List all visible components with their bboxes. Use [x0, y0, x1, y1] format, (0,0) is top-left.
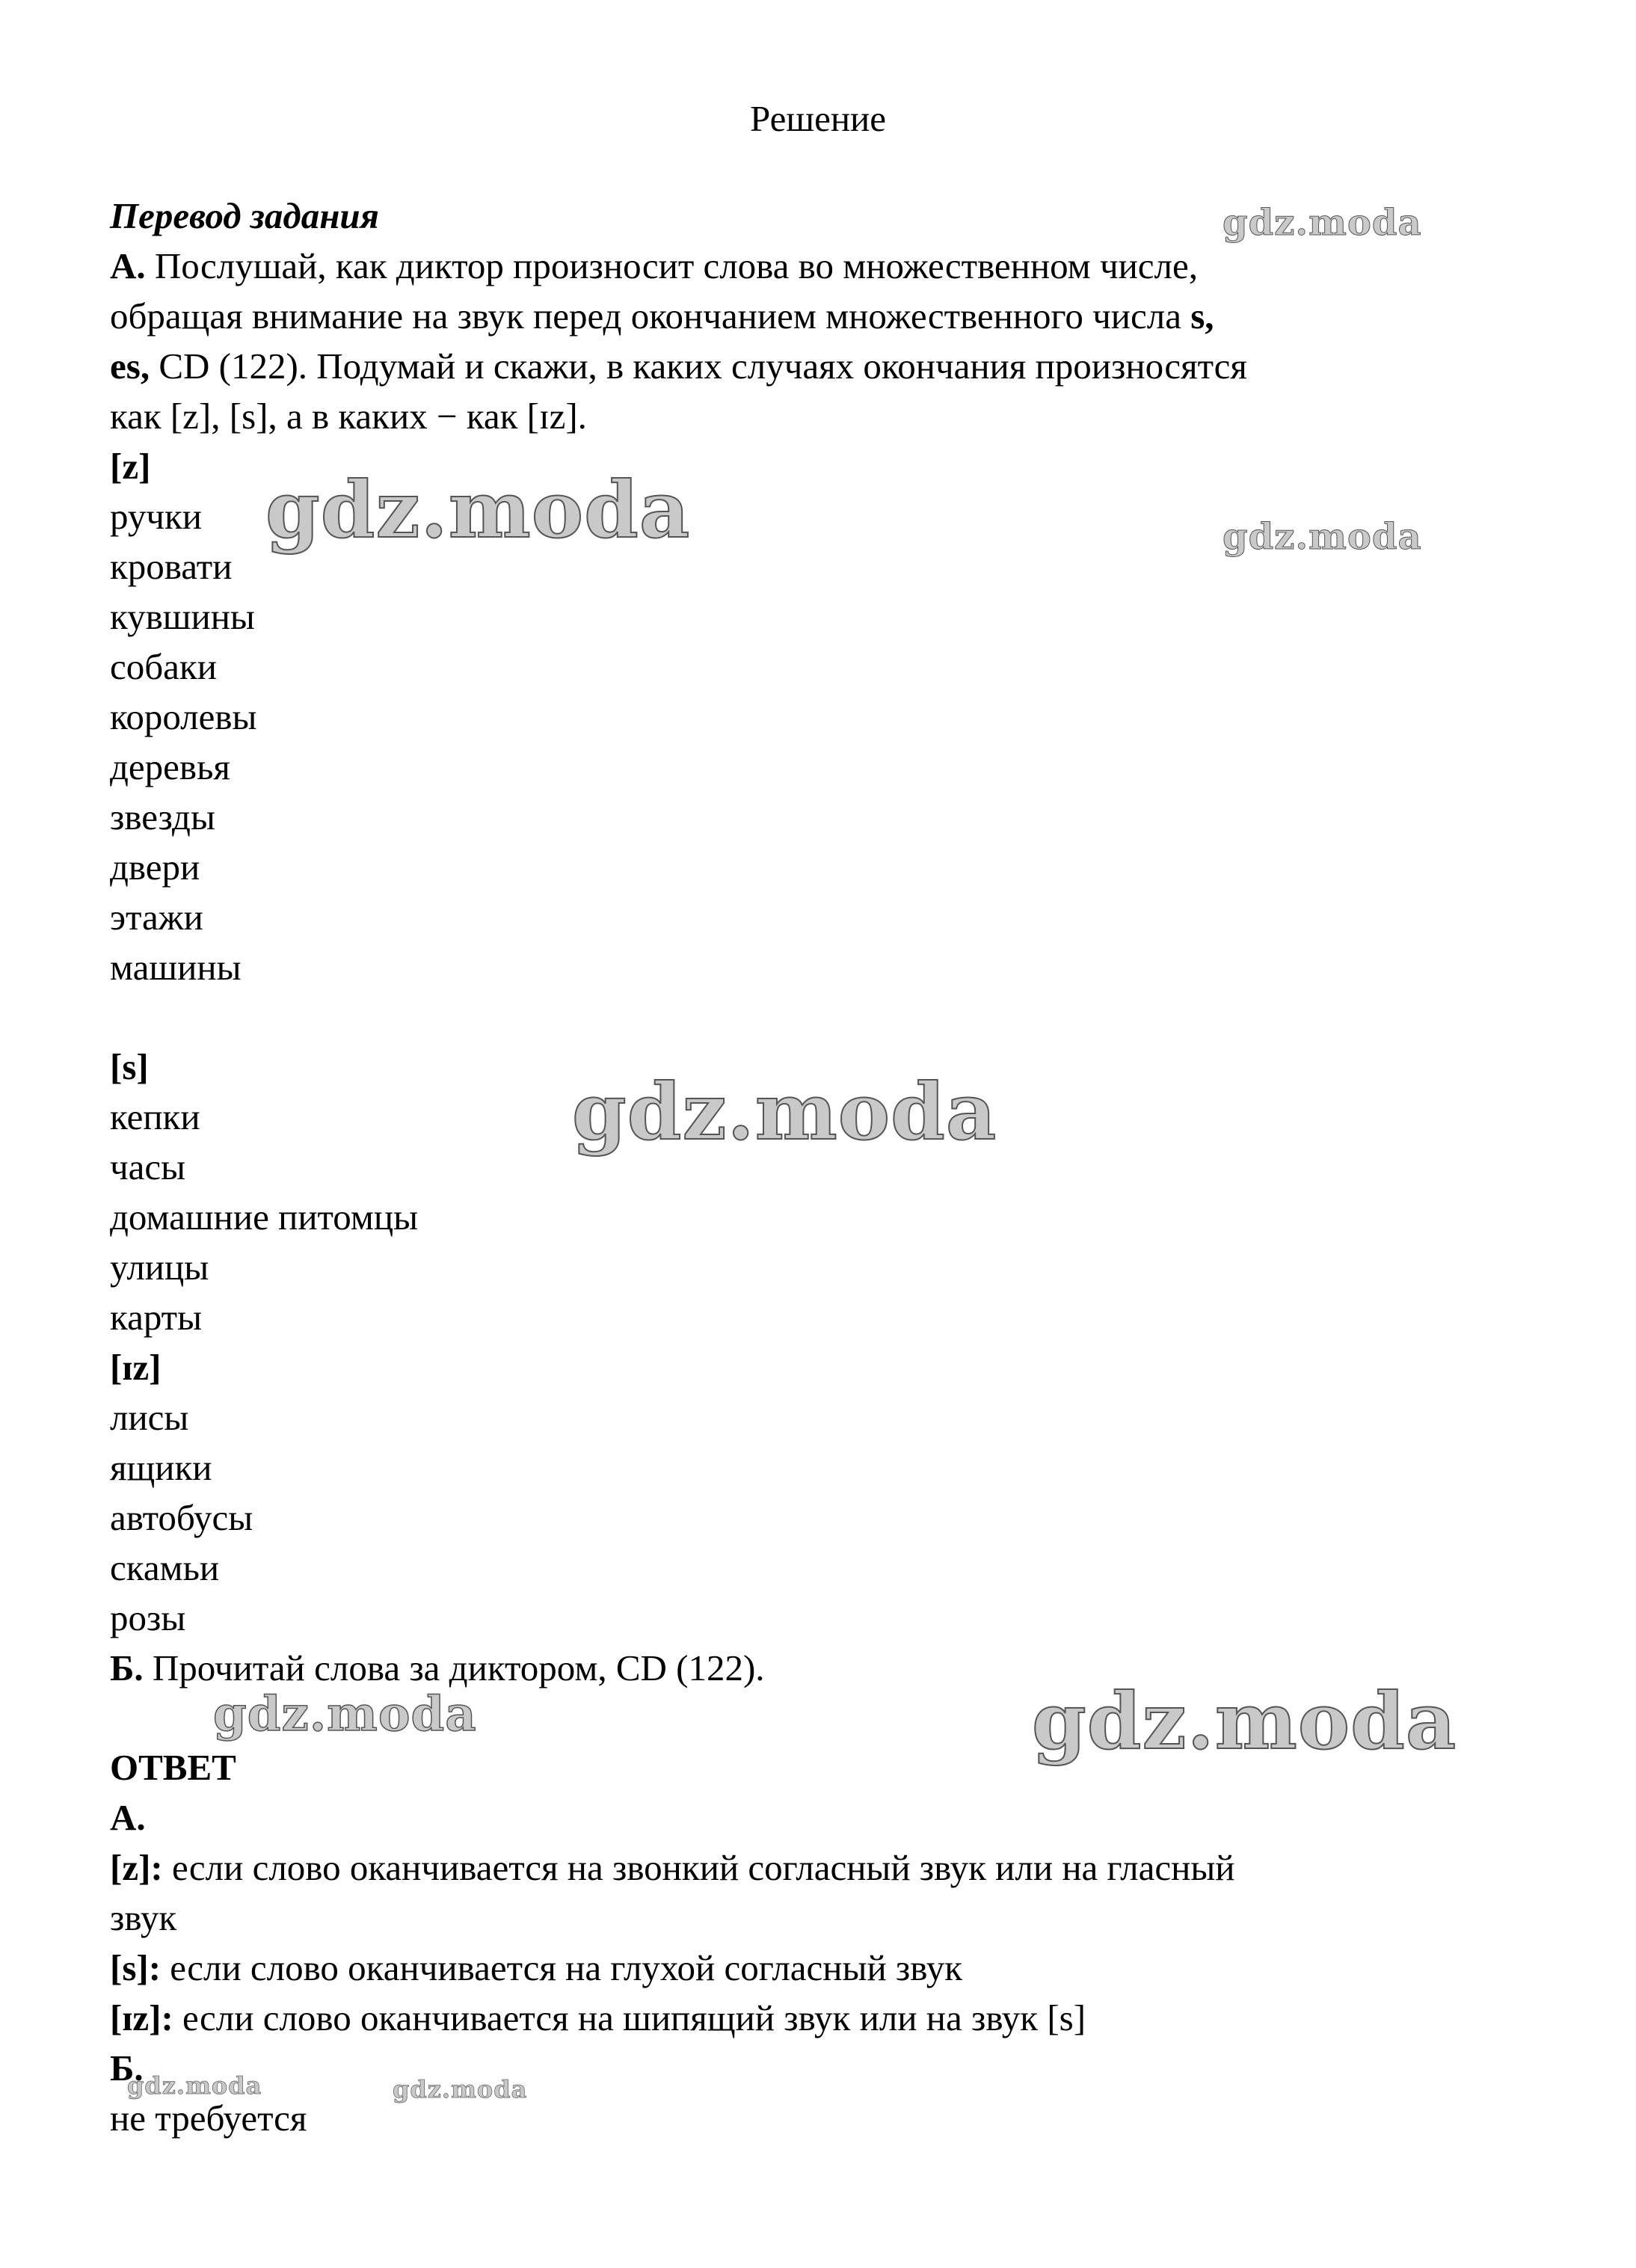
list-item: лисы	[110, 1397, 189, 1438]
list-item: розы	[110, 1597, 186, 1638]
list-item: звезды	[110, 796, 215, 838]
group-z-label: [z]	[110, 446, 151, 487]
list-item: карты	[110, 1297, 203, 1338]
list-item: машины	[110, 947, 242, 988]
translation-heading: Перевод задания	[110, 195, 379, 236]
list-item: кровати	[110, 546, 233, 587]
task-a-suffix-es: es,	[110, 345, 150, 387]
page-title: Решение	[749, 98, 887, 139]
task-b-label: Б.	[110, 1647, 144, 1688]
list-item: кепки	[110, 1096, 200, 1137]
list-item: улицы	[110, 1247, 209, 1288]
list-item: королевы	[110, 696, 257, 737]
list-item: ящики	[110, 1447, 212, 1488]
answer-iz-text: если слово оканчивается на шипящий звук или на звук [s]	[173, 1997, 1086, 2038]
task-a-label: А.	[110, 245, 146, 286]
answer-b-label: Б.	[110, 2047, 144, 2089]
task-a-line-4: как [z], [s], а в каких − как [ɪz].	[110, 396, 587, 437]
list-item: кувшины	[110, 596, 255, 637]
list-item: деревья	[110, 746, 230, 787]
task-a-text-3: CD (122). Подумай и скажи, в каких случаях окончания произносятся	[150, 345, 1247, 387]
answer-s-label: [s]:	[110, 1947, 162, 1988]
answer-iz-line	[110, 1993, 1086, 2043]
list-item: собаки	[110, 646, 217, 687]
watermark: gdz.moda	[127, 2071, 262, 2100]
answer-z-label: [z]:	[110, 1847, 163, 1888]
watermark: gdz.moda	[1032, 1675, 1457, 1767]
answer-z-text-cont: звук	[110, 1897, 177, 1938]
list-item: двери	[110, 846, 200, 888]
answer-heading: ОТВЕТ	[110, 1747, 236, 1788]
answer-b-text: не требуется	[110, 2098, 307, 2139]
task-b-text: Прочитай слова за диктором, CD (122).	[143, 1647, 765, 1688]
group-iz-label: [ɪz]	[110, 1347, 162, 1388]
task-a-line-3	[110, 341, 1247, 391]
answer-z-line	[110, 1843, 1234, 1893]
watermark: gdz.moda	[213, 1686, 477, 1742]
watermark: gdz.moda	[1223, 516, 1422, 558]
list-item: часы	[110, 1146, 186, 1187]
answer-iz-label: [ɪz]:	[110, 1997, 173, 2038]
list-item: автобусы	[110, 1497, 253, 1538]
list-item: домашние питомцы	[110, 1196, 419, 1238]
watermark: gdz.moda	[393, 2075, 528, 2103]
task-b-line	[110, 1643, 765, 1693]
answer-a-label: А.	[110, 1797, 146, 1838]
task-a-suffix-s: s,	[1190, 295, 1214, 336]
list-item: ручки	[110, 496, 203, 537]
watermark: gdz.moda	[265, 464, 691, 556]
answer-z-text: если слово оканчивается на звонкий согласный звук или на гласный	[162, 1847, 1235, 1888]
task-a-text-1: Послушай, как диктор произносит слова во множественном числе,	[145, 245, 1199, 286]
watermark: gdz.moda	[572, 1066, 997, 1158]
list-item: скамьи	[110, 1547, 220, 1588]
task-a-text-2: обращая внимание на звук перед окончанием множественного числа	[110, 295, 1191, 336]
answer-s-line	[110, 1943, 962, 1993]
watermark: gdz.moda	[1223, 202, 1422, 244]
task-a-line-2	[110, 291, 1214, 341]
answer-s-text: если слово оканчивается на глухой согласный звук	[161, 1947, 963, 1988]
group-s-label: [s]	[110, 1046, 149, 1087]
list-item: этажи	[110, 897, 203, 938]
task-a-line-1	[110, 241, 1198, 291]
